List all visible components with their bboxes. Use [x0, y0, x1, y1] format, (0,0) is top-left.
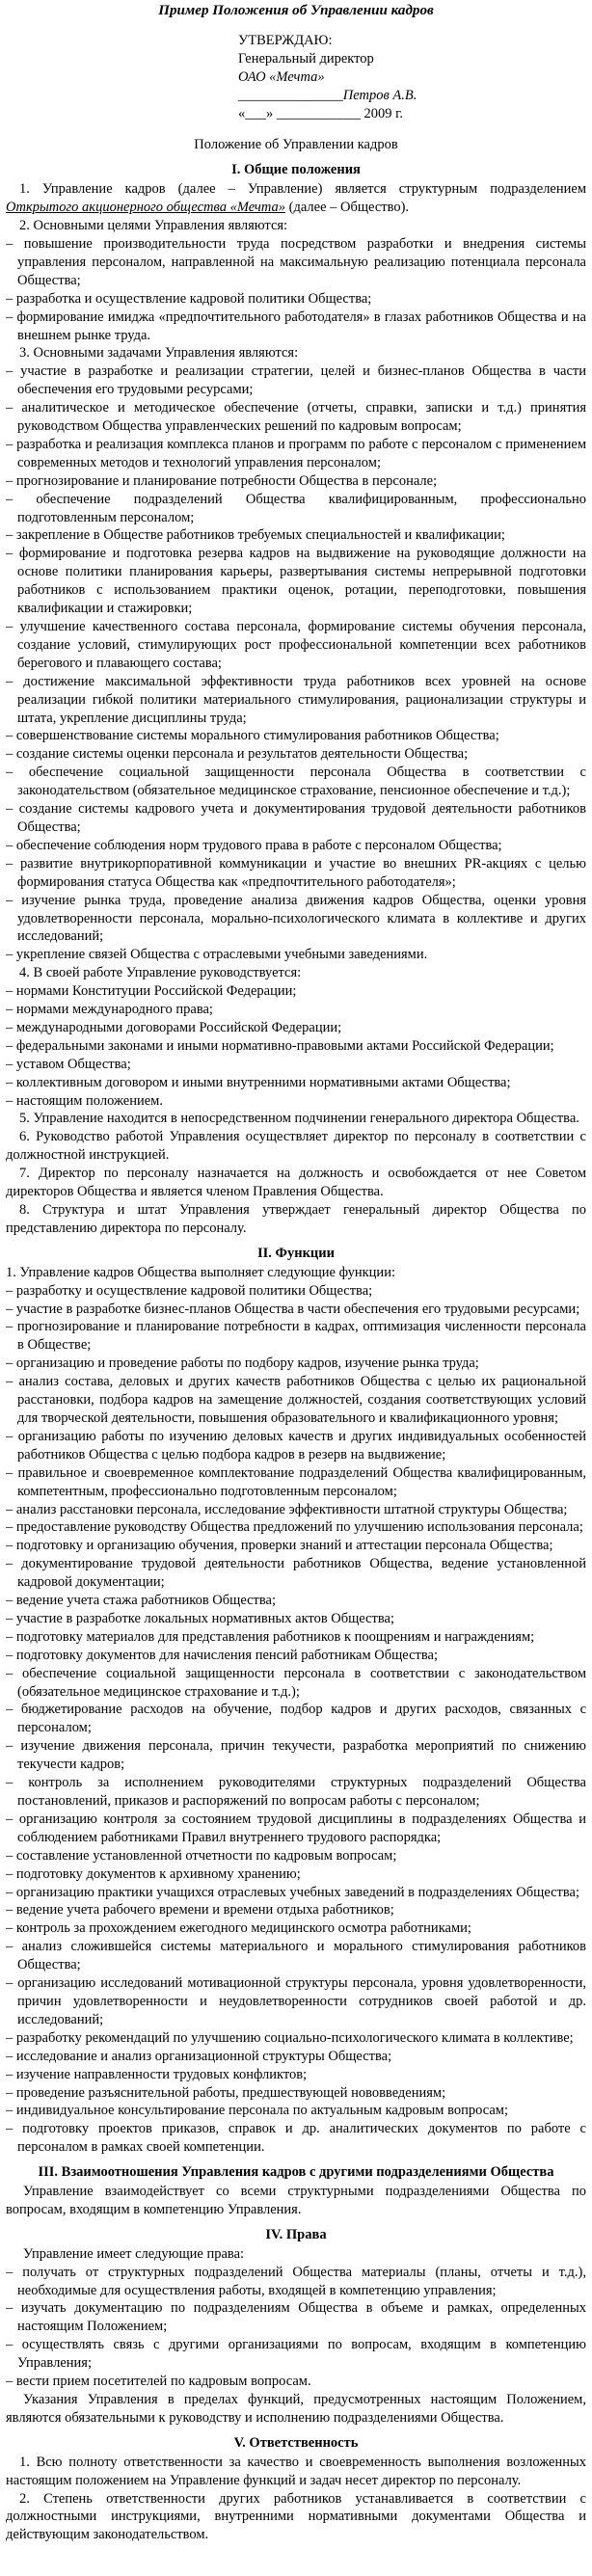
list-item: – повышение производительности труда посредством разработки и внедрения системы управления персоналом, направленной на максимальную реализацию потенциала персонала Общества;	[6, 235, 586, 288]
list-item: – нормами Конституции Российской Федерации;	[6, 983, 297, 1000]
list-item: – создание системы оценки персонала и результатов деятельности Общества;	[6, 746, 469, 763]
list-item: – участие в разработке и реализации стратегии, целей и бизнес-планов Общества в части обеспечения его трудовыми ресурсами;	[6, 363, 586, 398]
list-item: – подготовку материалов для представления работников к поощрениям и награждениям;	[6, 1628, 535, 1645]
list-item: – разработка и реализация комплекса планов и программ по работе с персоналом с применением современных методов и технологий управления персоналом;	[6, 436, 586, 470]
list-item: – настоящим положением.	[6, 1092, 163, 1109]
list-item: – вести прием посетителей по кадровым вопросам.	[6, 2374, 311, 2390]
numbered-item: 2. Степень ответственности других работников устанавливается в соответствии с должностными инструкциями, внутренними нормативными документами Общества и действующим законодательством.	[6, 2490, 586, 2543]
list-item: – достижение максимальной эффективности труда работников всех уровней на основе реализации гибкой политики материального стимулирования, рационализации структуры и штата, укрепление дисциплины труда;	[6, 673, 586, 726]
approval-signature	[238, 87, 586, 105]
section-heading: I. Общие положения	[231, 162, 361, 178]
list-item: – подготовку документов для начисления пенсий работникам Общества;	[6, 1647, 438, 1663]
section-responsibility	[6, 2434, 586, 2544]
section-heading: V. Ответственность	[233, 2434, 359, 2451]
list-item: – развитие внутрикорпоративной коммуникации и участие во внешних PR-акциях с целью формирования статуса Общества как «предпочтительного работодателя»;	[6, 855, 586, 890]
list-item: – предоставление руководству Общества предложений по улучшению использования персонала;	[6, 1519, 583, 1536]
section-functions	[6, 1245, 586, 2157]
numbered-item: 8. Структура и штат Управления утверждает генеральный директор Общества по представлению директора по персоналу.	[6, 1202, 586, 1236]
list-item: – контроль за исполнением руководителями структурных подразделений Общества постановлений, приказов и распоряжений по вопросам работы с персоналом;	[6, 1775, 586, 1809]
numbered-item: 5. Управление находится в непосредственном подчинении генерального директора Общества.	[19, 1111, 579, 1127]
paragraph: Управление взаимодействует со всеми структурными подразделениями Общества по вопросам, входящим в компетенцию Управления.	[6, 2184, 586, 2217]
list-item: – индивидуальное консультирование персонала по актуальным кадровым вопросам;	[6, 2103, 508, 2119]
numbered-item: 1. Всю полноту ответственности за качество и своевременность выполнения возложенных настоящим положением на Управление функций и задач несет директор по персоналу.	[6, 2454, 586, 2488]
list-item: – изучение рынка труда, проведение анализа движения кадров Общества, оценки уровня удовлетворенности персонала, морально-психологического климата в коллективе и других исследований;	[6, 892, 586, 945]
list-item: – аналитическое и методическое обеспечение (отчеты, справки, записки и т.д.) принятия руководством Общества управленческих решений по кадровым вопросам;	[6, 400, 586, 435]
list-item: – анализ состава, деловых и других качеств работников Общества с целью их рациональной расстановки, подбора кадров на замещение должностей, создания соответствующих условий для творческой деятельности, повышения образовательного и квалификационного уровня;	[6, 1374, 586, 1426]
list-item: – участие в разработке локальных нормативных актов Общества;	[6, 1610, 394, 1626]
list-item: – бюджетирование расходов на обучение, подбор кадров и других расходов, связанных с персоналом;	[6, 1702, 586, 1736]
list-item: – совершенствование системы морального стимулирования работников Общества;	[6, 728, 499, 744]
approval-position: Генеральный директор	[238, 50, 374, 67]
numbered-item: 1. Управление кадров Общества выполняет следующие функции:	[6, 1264, 395, 1280]
section-heading: II. Функции	[256, 1245, 335, 1261]
list-item: – закрепление в Обществе работников требуемых специальностей и квалификации;	[6, 527, 505, 544]
regulation-title: Положение об Управлении кадров	[194, 137, 398, 153]
list-item: – обеспечение соблюдения норм трудового права в работе с персоналом Общества;	[6, 837, 502, 853]
item-text: 1. Управление кадров (далее – Управление) является структурным подразделением	[19, 181, 586, 198]
item-text: (далее – Общество).	[285, 200, 410, 216]
list-item: – разработку и осуществление кадровой политики Общества;	[6, 1282, 373, 1299]
list-item: – формирование имиджа «предпочтительного работодателя» в глазах работников Общества и на внешнем рынке труда.	[6, 309, 586, 343]
list-item: – федеральными законами и иными нормативно-правовыми актами Российской Федерации;	[6, 1037, 554, 1054]
section-general-provisions	[6, 161, 586, 1237]
list-item: – обеспечение подразделений Общества квалифицированным, профессионально подготовленным персоналом;	[6, 491, 586, 525]
list-item: – улучшение качественного состава персонала, формирование системы обучения персонала, создание условий, стимулирующих рост профессиональной компетенции всех работников берегового и плавающего состава;	[6, 619, 586, 671]
list-item: – организацию работы по изучению деловых качеств и других индивидуальных особенностей работников Общества с целью подбора кадров в резерв на выдвижение;	[6, 1428, 586, 1462]
list-item: – обеспечение социальной защищенности персонала Общества в соответствии с законодательством (обязательное медицинское страхование, пенсионное обеспечение и т.д.);	[6, 765, 586, 799]
section-rights	[6, 2226, 586, 2428]
list-item: – ведение учета стажа работников Общества;	[6, 1593, 277, 1609]
list-item: – подготовку документов к архивному хранению;	[6, 1865, 301, 1882]
paragraph: Указания Управления в пределах функций, предусмотренных настоящим Положением, являются обязательными к руководству и исполнению подразделениями Общества.	[6, 2392, 586, 2426]
numbered-item: 4. В своей работе Управление руководствуется:	[19, 965, 302, 981]
list-item: – контроль за прохождением ежегодного медицинского осмотра работниками;	[6, 1920, 471, 1937]
paragraph: Управление имеет следующие права:	[23, 2245, 245, 2262]
list-item: – правильное и своевременное комплектование подразделений Общества квалифицированным, компетентным, профессионально подготовленным персоналом;	[6, 1464, 586, 1499]
list-item: – анализ сложившейся системы материального и морального стимулирования работников Общества;	[6, 1939, 586, 1973]
document-title: Пример Положения об Управлении кадров	[158, 3, 434, 18]
list-item: – участие в разработке бизнес-планов Общества в части обеспечения его трудовыми ресурсами;	[6, 1301, 580, 1317]
list-item: – организацию практики учащихся отраслевых учебных заведений в подразделениях Общества;	[6, 1884, 580, 1900]
list-item: – документирование трудовой деятельности работников Общества, ведение установленной кадровой документации;	[6, 1556, 586, 1591]
list-item: – получать от структурных подразделений Общества материалы (планы, отчеты и т.д.), необходимые для осуществления работы, входящей в компетенцию управления;	[6, 2264, 586, 2298]
list-item: – коллективным договором и иными внутренними нормативными актами Общества;	[6, 1074, 511, 1090]
list-item: – укрепление связей Общества с отраслевыми учебными заведениями.	[6, 947, 428, 963]
list-item: – исследование и анализ организационной структуры Общества;	[6, 2048, 392, 2064]
list-item: – международными договорами Российской Федерации;	[6, 1019, 342, 1035]
list-item: – изучение движения персонала, причин текучести, разработка мероприятий по снижению текучести кадров;	[6, 1738, 586, 1773]
numbered-item: 6. Руководство работой Управления осуществляет директор по персоналу в соответствии с должностной инструкцией.	[6, 1129, 586, 1164]
list-item: – нормами международного права;	[6, 1002, 213, 1018]
list-item: – организацию и проведение работы по подбору кадров, изучение рынка труда;	[6, 1355, 479, 1372]
approval-date: «___» ____________ 2009 г.	[238, 105, 404, 121]
company-full-name: Открытого акционерного общества «Мечта»	[6, 200, 285, 216]
list-item: – разработка и осуществление кадровой политики Общества;	[6, 290, 372, 307]
list-item: – формирование и подготовка резерва кадров на выдвижение на руководящие должности на основе политики планирования карьеры, развертывания системы непрерывной подготовки работников с использованием практики оценок, ротации, переподготовки, повышения квалификации и стажировки;	[6, 546, 586, 617]
section-heading: IV. Права	[265, 2226, 327, 2242]
numbered-item: 3. Основными задачами Управления являются:	[19, 345, 299, 362]
list-item: – ведение учета рабочего времени и времени отдыха работников;	[6, 1902, 394, 1919]
section-heading: III. Взаимоотношения Управления кадров с другими подразделениями Общества	[38, 2164, 554, 2181]
numbered-item: 7. Директор по персоналу назначается на должность и освобождается от нее Советом директоров Общества и является членом Правления Общества.	[6, 1166, 586, 1200]
list-item: – изучать документацию по подразделениям Общества в объеме и рамках, определенных настоящим Положением;	[6, 2300, 586, 2335]
list-item: – изучение направленности трудовых конфликтов;	[6, 2066, 308, 2082]
list-item: – создание системы кадрового учета и документирования трудовой деятельности работников Общества;	[6, 801, 586, 835]
approval-block	[238, 32, 586, 123]
list-item: – прогнозирование и планирование потребности в кадрах, оптимизация численности персонала в Обществе;	[6, 1319, 586, 1354]
approval-company: ОАО «Мечта»	[238, 68, 325, 85]
list-item: – обеспечение социальной защищенности персонала в соответствии с законодательством (обязательное медицинское страхование и т.д.);	[6, 1665, 586, 1700]
list-item: – организацию исследований мотивационной структуры персонала, уровня удовлетворенности, причин удовлетворенности и неудовлетворенности сотрудников своей работой и др. исследований;	[6, 1975, 586, 2027]
section-relations	[6, 2163, 586, 2219]
list-item: – составление установленной отчетности по кадровым вопросам;	[6, 1847, 397, 1864]
signer-name: Петров А.В.	[342, 87, 417, 103]
list-item: – анализ расстановки персонала, исследование эффективности штатной структуры Общества;	[6, 1501, 568, 1517]
list-item: – осуществлять связь с другими организациями по вопросам, входящим в компетенцию Управления;	[6, 2337, 586, 2372]
approval-label: УТВЕРЖДАЮ:	[238, 32, 333, 48]
list-item: – организацию контроля за состоянием трудовой дисциплины в подразделениях Общества и соблюдением работниками Правил внутреннего трудового распорядка;	[6, 1811, 586, 1845]
list-item: – проведение разъяснительной работы, предшествующей нововведениям;	[6, 2084, 446, 2101]
list-item: – уставом Общества;	[6, 1056, 131, 1072]
list-item: – подготовку и организацию обучения, проверки знаний и аттестации персонала Общества;	[6, 1538, 553, 1554]
numbered-item: 2. Основными целями Управления являются:	[19, 218, 288, 234]
numbered-item	[6, 180, 586, 217]
signature-line: _______________	[238, 87, 343, 103]
list-item: – прогнозирование и планирование потребности Общества в персонале;	[6, 472, 438, 489]
list-item: – подготовку проектов приказов, справок и др. аналитических документов по работе с персоналом в рамках своей компетенции.	[6, 2121, 586, 2156]
list-item: – разработку рекомендаций по улучшению социально-психологического климата в коллективе;	[6, 2029, 574, 2046]
